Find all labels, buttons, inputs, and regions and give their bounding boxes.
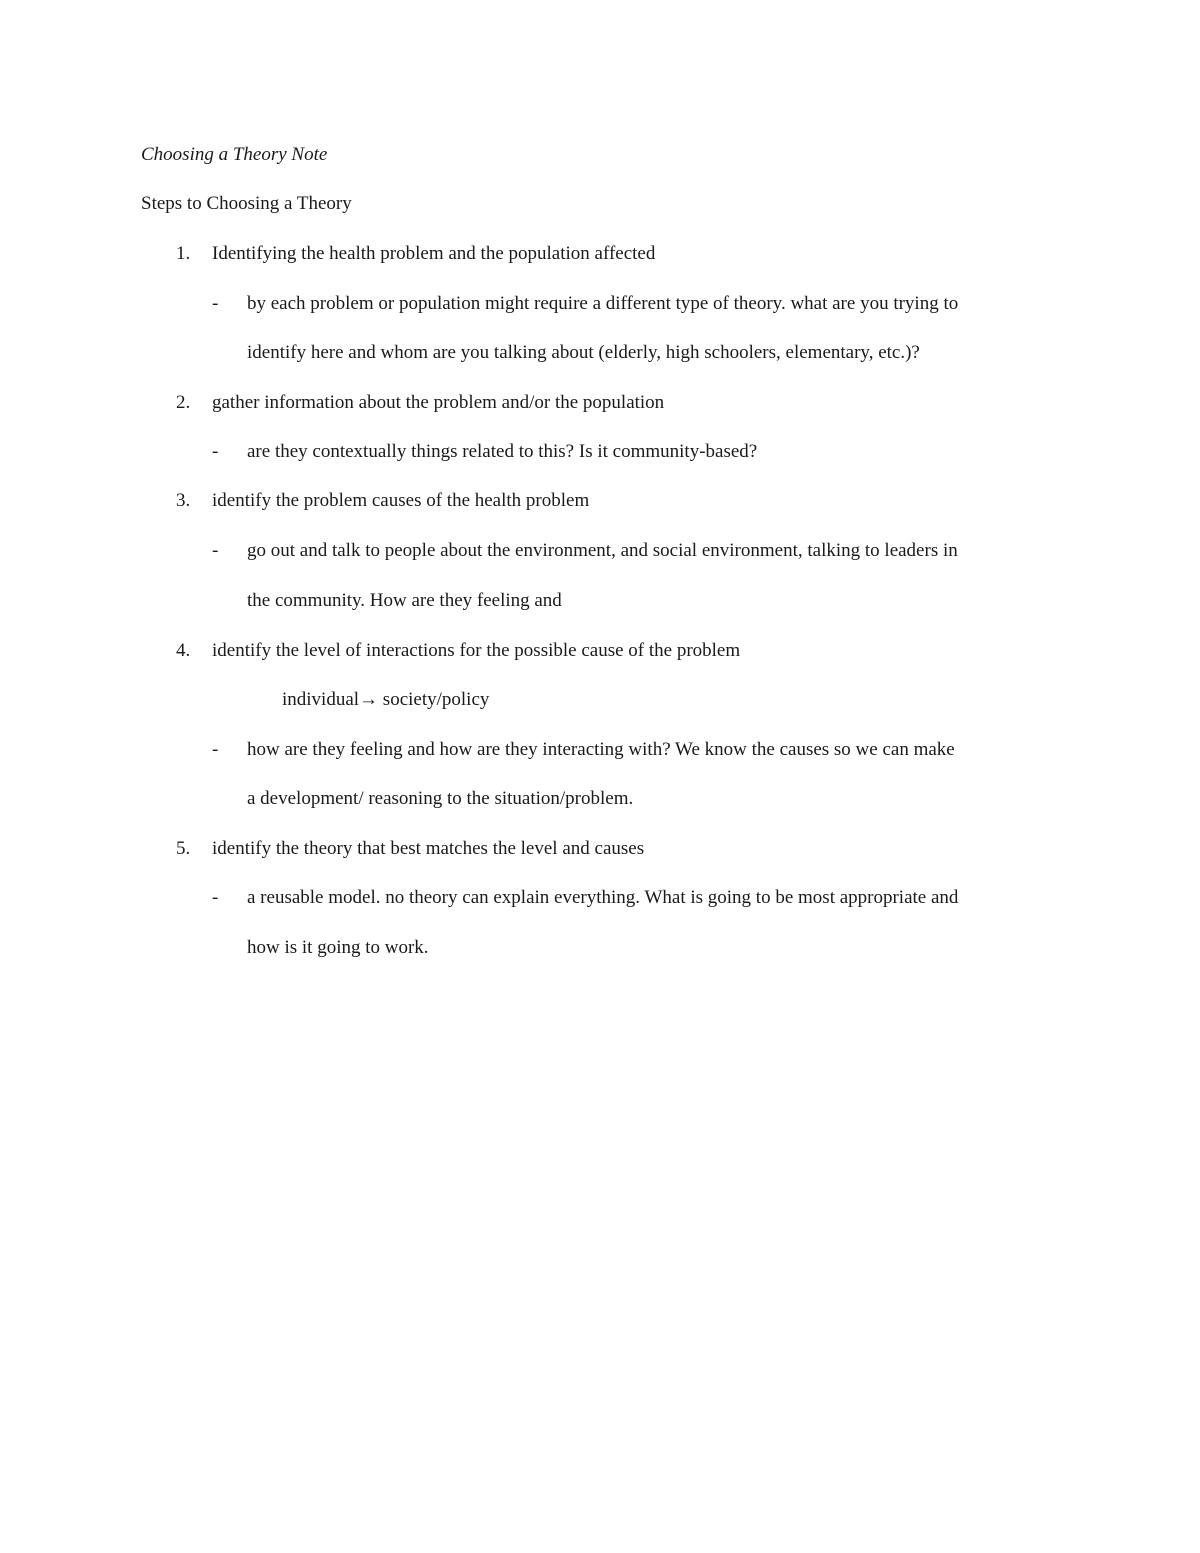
step-text: gather information about the problem and/or the population (212, 392, 665, 413)
note-dash: - (212, 540, 219, 561)
step-text: identify the level of interactions for the possible cause of the problem (212, 640, 741, 661)
note-line: a development/ reasoning to the situation/problem. (247, 788, 634, 809)
note-dash: - (212, 293, 219, 314)
step-number: 5. (176, 838, 191, 859)
document-title: Choosing a Theory Note (141, 144, 328, 165)
step-text: identify the theory that best matches the level and causes (212, 838, 645, 859)
note-line: go out and talk to people about the environment, and social environment, talking to leaders in (247, 540, 958, 561)
note-line: how are they feeling and how are they interacting with? We know the causes so we can make (247, 739, 955, 760)
step-text: identify the problem causes of the health problem (212, 490, 590, 511)
step-number: 4. (176, 640, 191, 661)
section-heading: Steps to Choosing a Theory (141, 193, 352, 214)
note-line: how is it going to work. (247, 937, 429, 958)
note-line: a reusable model. no theory can explain everything. What is going to be most appropriate and (247, 887, 959, 908)
step-number: 2. (176, 392, 191, 413)
step-number: 3. (176, 490, 191, 511)
note-line: are they contextually things related to this? Is it community-based? (247, 441, 758, 462)
step-text: Identifying the health problem and the population affected (212, 243, 656, 264)
note-line: by each problem or population might require a different type of theory. what are you trying to (247, 293, 959, 314)
note-line: the community. How are they feeling and (247, 590, 562, 611)
note-line: identify here and whom are you talking about (elderly, high schoolers, elementary, etc.)? (247, 342, 920, 363)
level-sub-line: individual→ society/policy (282, 689, 490, 710)
note-dash: - (212, 441, 219, 462)
note-dash: - (212, 887, 219, 908)
step-number: 1. (176, 243, 191, 264)
note-dash: - (212, 739, 219, 760)
